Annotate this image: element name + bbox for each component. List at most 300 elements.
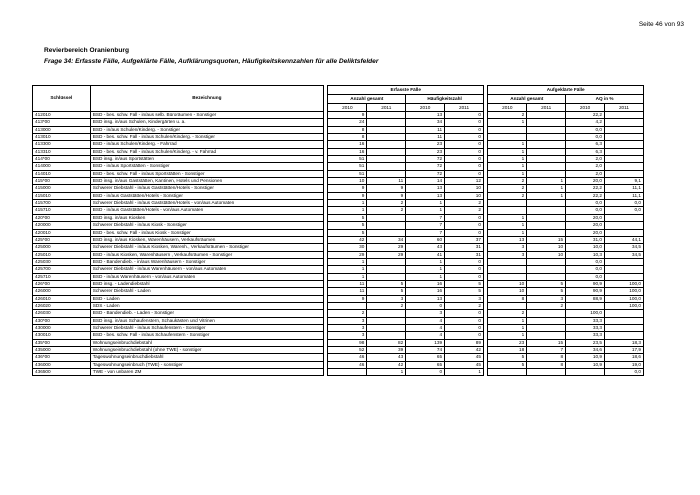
year-header: 2011	[367, 104, 406, 112]
cell-erfasst-2010: 9	[328, 295, 367, 302]
cell-aq-2011: 100,0	[605, 288, 644, 295]
cell-description: BSD insg. in/aus Schulen, Kindergärten u. a.	[90, 119, 323, 126]
cell-key: 425010	[33, 251, 91, 258]
cell-aq-2011	[605, 324, 644, 331]
cell-key: 413310	[33, 148, 91, 155]
cell-hz-2010: 41	[406, 251, 445, 258]
cell-aufgeklaert-2010: 1	[488, 332, 527, 339]
cell-erfasst-2011	[367, 229, 406, 236]
cell-hz-2010: 34	[406, 119, 445, 126]
cell-erfasst-2011	[367, 273, 406, 280]
cell-key: 420*00	[33, 214, 91, 221]
cell-hz-2011: 0	[445, 229, 484, 236]
cell-aq-2011	[605, 266, 644, 273]
cell-aq-2010: 22,2	[566, 192, 605, 199]
cell-description: BSD - in/aus Sportstätten - Sonstiger	[90, 163, 323, 170]
cell-aq-2010: 6,3	[566, 148, 605, 155]
cell-erfasst-2011: 2	[367, 200, 406, 207]
cell-aufgeklaert-2011: 8	[527, 354, 566, 361]
table-row	[33, 332, 644, 339]
cell-aufgeklaert-2011	[527, 163, 566, 170]
cell-erfasst-2010: 30	[328, 244, 367, 251]
cell-erfasst-2010: 24	[328, 119, 367, 126]
cell-hz-2010: 23	[406, 148, 445, 155]
header-haeufigkeit: Häufigkeitszahl	[406, 95, 484, 104]
table-row	[33, 339, 644, 346]
cell-erfasst-2011	[367, 317, 406, 324]
cell-hz-2010: 16	[406, 280, 445, 287]
cell-hz-2010: 3	[406, 310, 445, 317]
cell-aq-2010: 0,0	[566, 134, 605, 141]
page-number: Seite 46 von 93	[638, 21, 684, 28]
cell-erfasst-2010: 5	[328, 214, 367, 221]
cell-hz-2011: 2	[445, 200, 484, 207]
table-row	[33, 126, 644, 133]
cell-aq-2011	[605, 222, 644, 229]
cell-aq-2010: 33,3	[566, 317, 605, 324]
cell-hz-2010: 13	[406, 185, 445, 192]
cell-aufgeklaert-2011: 15	[527, 236, 566, 243]
cell-aufgeklaert-2010	[488, 200, 527, 207]
cell-aufgeklaert-2011	[527, 134, 566, 141]
cell-key: 415*00	[33, 178, 91, 185]
cell-erfasst-2010: 42	[328, 236, 367, 243]
table-row	[33, 207, 644, 214]
cell-erfasst-2010: 3	[328, 317, 367, 324]
cell-erfasst-2011: 29	[367, 251, 406, 258]
cell-erfasst-2010: 11	[328, 288, 367, 295]
cell-aq-2010	[566, 302, 605, 309]
cell-aufgeklaert-2010	[488, 126, 527, 133]
cell-aq-2010: 100,0	[566, 310, 605, 317]
table-body	[33, 112, 644, 376]
cell-erfasst-2011: 29	[367, 244, 406, 251]
cell-hz-2010: 74	[406, 347, 445, 354]
cell-key: 415000	[33, 185, 91, 192]
table-row	[33, 266, 644, 273]
cell-aq-2010: 34,6	[566, 347, 605, 354]
cell-aufgeklaert-2010: 3	[488, 244, 527, 251]
table-row	[33, 170, 644, 177]
cell-description: BSD - Bandendieb. - in/aus Warenhäusern - Sonstiger	[90, 258, 323, 265]
cell-aq-2011	[605, 141, 644, 148]
cell-hz-2010: 1	[406, 258, 445, 265]
cell-description: BSD - in/aus Gaststätten/Hotels - Sonstiger	[90, 192, 323, 199]
cell-hz-2011: 5	[445, 280, 484, 287]
cell-aufgeklaert-2011	[527, 324, 566, 331]
cell-hz-2010: 65	[406, 361, 445, 368]
table-row	[33, 258, 644, 265]
cell-aufgeklaert-2010: 1	[488, 156, 527, 163]
cell-aq-2011	[605, 119, 644, 126]
cell-description: BSD - in/aus Schulen/Kinderg. - Sonstiger	[90, 126, 323, 133]
cell-hz-2011: 0	[445, 148, 484, 155]
cell-aq-2010: 0,0	[566, 126, 605, 133]
cell-key: 413*00	[33, 119, 91, 126]
cell-description: BSD insg. in/aus Schaufenstern, Schaukästen und Vitrinen	[90, 317, 323, 324]
cell-description: BSD - in/aus Schulen/Kinderg. - Fahrrad	[90, 141, 323, 148]
cell-hz-2010: 0	[406, 302, 445, 309]
table-row	[33, 178, 644, 185]
table-row	[33, 134, 644, 141]
cell-aufgeklaert-2010: 10	[488, 280, 527, 287]
cell-erfasst-2010: 46	[328, 361, 367, 368]
cell-aufgeklaert-2010: 1	[488, 229, 527, 236]
cell-aq-2011	[605, 134, 644, 141]
cell-aufgeklaert-2011: 7	[527, 347, 566, 354]
cell-aufgeklaert-2011	[527, 317, 566, 324]
cell-erfasst-2010: 51	[328, 163, 367, 170]
cell-key: 426*00	[33, 280, 91, 287]
cell-description: BSD - in/aus Warenhäusern - von/aus Automaten	[90, 273, 323, 280]
table-row	[33, 112, 644, 119]
cell-erfasst-2010: 5	[328, 222, 367, 229]
cell-aufgeklaert-2010	[488, 369, 527, 376]
cell-aq-2011: 100,0	[605, 280, 644, 287]
cell-erfasst-2010: 16	[328, 141, 367, 148]
cell-aq-2011	[605, 126, 644, 133]
cell-erfasst-2011: 42	[367, 361, 406, 368]
table-row	[33, 214, 644, 221]
cell-hz-2011: 0	[445, 156, 484, 163]
cell-aq-2011	[605, 170, 644, 177]
cell-aufgeklaert-2011: 3	[527, 295, 566, 302]
cell-erfasst-2010: 3	[328, 324, 367, 331]
cell-hz-2011: 2	[445, 207, 484, 214]
cell-key: 415700	[33, 200, 91, 207]
cell-aufgeklaert-2011: 5	[527, 280, 566, 287]
cell-aufgeklaert-2010: 18	[488, 347, 527, 354]
cell-key: 413010	[33, 134, 91, 141]
table-row	[33, 273, 644, 280]
cell-erfasst-2011	[367, 310, 406, 317]
cell-description: Wohnungseinbruchdiebstahl (ohne TWE) - sonstiger	[90, 347, 323, 354]
cell-erfasst-2011	[367, 324, 406, 331]
cell-aq-2010: 0,0	[566, 207, 605, 214]
cell-hz-2011: 5	[445, 288, 484, 295]
cell-aq-2010: 0,0	[566, 273, 605, 280]
table-row	[33, 222, 644, 229]
cell-hz-2010: 23	[406, 141, 445, 148]
cell-hz-2011: 0	[445, 134, 484, 141]
cell-erfasst-2011: 5	[367, 288, 406, 295]
table-row	[33, 280, 644, 287]
cell-key: 425700	[33, 266, 91, 273]
cell-aq-2010: 20,0	[566, 178, 605, 185]
cell-erfasst-2010: 29	[328, 251, 367, 258]
cell-hz-2010: 139	[406, 339, 445, 346]
cell-aufgeklaert-2011	[527, 310, 566, 317]
cell-aq-2010: 88,9	[566, 295, 605, 302]
cell-erfasst-2011	[367, 119, 406, 126]
cell-hz-2010: 43	[406, 244, 445, 251]
cell-aq-2010: 2,0	[566, 163, 605, 170]
statistics-table	[32, 85, 644, 376]
cell-hz-2010: 13	[406, 192, 445, 199]
table-row	[33, 119, 644, 126]
cell-aq-2010: 31,0	[566, 236, 605, 243]
cell-aufgeklaert-2011	[527, 141, 566, 148]
cell-hz-2011: 1	[445, 369, 484, 376]
cell-aq-2010: 22,2	[566, 185, 605, 192]
cell-description: Tageswohnungseinbruchdiebstahl	[90, 354, 323, 361]
cell-erfasst-2010: 9	[328, 192, 367, 199]
cell-description: Schwerer Diebstahl - in/aus Schaufenstern - Sonstiger	[90, 324, 323, 331]
cell-aufgeklaert-2011	[527, 214, 566, 221]
cell-aq-2011	[605, 214, 644, 221]
cell-description: Schwerer Diebstahl - in/aus Gaststätten/Hotels - Sonstiger	[90, 185, 323, 192]
cell-hz-2011: 89	[445, 339, 484, 346]
year-header: 2011	[445, 104, 484, 112]
table-row	[33, 251, 644, 258]
cell-aufgeklaert-2010: 1	[488, 163, 527, 170]
cell-aq-2011	[605, 163, 644, 170]
cell-hz-2011: 0	[445, 163, 484, 170]
cell-aq-2011: 11,1	[605, 185, 644, 192]
cell-erfasst-2011: 1	[367, 369, 406, 376]
cell-hz-2010: 7	[406, 214, 445, 221]
table-row	[33, 200, 644, 207]
cell-key: 430010	[33, 332, 91, 339]
cell-aq-2010: 23,5	[566, 339, 605, 346]
cell-aufgeklaert-2011	[527, 156, 566, 163]
cell-description: BSD - bes. schw. Fall - in/aus Schaufenstern - Sonstiger	[90, 332, 323, 339]
cell-erfasst-2010: 1	[328, 266, 367, 273]
cell-erfasst-2011: 39	[367, 347, 406, 354]
cell-key: 426030	[33, 310, 91, 317]
cell-aq-2010: 33,3	[566, 332, 605, 339]
cell-aufgeklaert-2010: 2	[488, 112, 527, 119]
cell-description: Schwerer Diebstahl - in/aus Kiosk - Sonstiger	[90, 222, 323, 229]
cell-key: 414010	[33, 170, 91, 177]
table-row	[33, 148, 644, 155]
cell-aufgeklaert-2011: 10	[527, 244, 566, 251]
table-row	[33, 369, 644, 376]
cell-aq-2010: 20,0	[566, 229, 605, 236]
cell-aq-2011: 44,1	[605, 236, 644, 243]
cell-key: 436500	[33, 369, 91, 376]
cell-aq-2010: 0,0	[566, 258, 605, 265]
cell-aufgeklaert-2010	[488, 266, 527, 273]
cell-description: BSD - bes. schw. Fall - in/aus selb. Büroräumen - Sonstiger	[90, 112, 323, 119]
cell-hz-2011: 0	[445, 141, 484, 148]
cell-aufgeklaert-2010: 2	[488, 178, 527, 185]
cell-aufgeklaert-2011: 5	[527, 288, 566, 295]
cell-erfasst-2011	[367, 134, 406, 141]
cell-hz-2011: 31	[445, 244, 484, 251]
cell-erfasst-2011	[367, 258, 406, 265]
year-header: 2010	[328, 104, 367, 112]
cell-aq-2010: 0,0	[566, 266, 605, 273]
cell-aufgeklaert-2011: 8	[527, 361, 566, 368]
cell-aq-2010: 10,0	[566, 244, 605, 251]
cell-aufgeklaert-2010: 1	[488, 170, 527, 177]
cell-key: 426020	[33, 302, 91, 309]
cell-erfasst-2011	[367, 170, 406, 177]
cell-aq-2010: 90,9	[566, 280, 605, 287]
cell-hz-2011: 0	[445, 332, 484, 339]
cell-aufgeklaert-2011	[527, 119, 566, 126]
table-row	[33, 236, 644, 243]
cell-aufgeklaert-2011: 15	[527, 339, 566, 346]
cell-aq-2010: 6,3	[566, 141, 605, 148]
header-erfasst: Erfasste Fälle	[328, 86, 484, 95]
cell-erfasst-2010: 46	[328, 354, 367, 361]
cell-aq-2011	[605, 273, 644, 280]
table-row	[33, 354, 644, 361]
year-header: 2010	[488, 104, 527, 112]
cell-aufgeklaert-2011: 1	[527, 185, 566, 192]
cell-aufgeklaert-2010: 8	[488, 295, 527, 302]
cell-hz-2010: 1	[406, 200, 445, 207]
cell-description: Schwerer Diebstahl - in/aus Warenhäusern - von/aus Automaten	[90, 266, 323, 273]
cell-aufgeklaert-2011	[527, 207, 566, 214]
cell-aufgeklaert-2010	[488, 302, 527, 309]
cell-aq-2011	[605, 156, 644, 163]
cell-hz-2010: 11	[406, 126, 445, 133]
cell-aq-2010: 33,3	[566, 324, 605, 331]
cell-key: 412010	[33, 112, 91, 119]
cell-aq-2011: 0,0	[605, 200, 644, 207]
cell-hz-2010: 14	[406, 178, 445, 185]
cell-description: BSD - in/aus Gaststätten/Hotels - von/aus Automaten	[90, 207, 323, 214]
cell-erfasst-2010: 51	[328, 170, 367, 177]
cell-erfasst-2010: 2	[328, 310, 367, 317]
cell-key: 435000	[33, 347, 91, 354]
cell-erfasst-2011	[367, 141, 406, 148]
header-key: Schlüssel	[33, 86, 91, 112]
cell-aufgeklaert-2011	[527, 266, 566, 273]
cell-erfasst-2010: 1	[328, 273, 367, 280]
cell-aq-2010: 22,2	[566, 112, 605, 119]
cell-key: 414000	[33, 163, 91, 170]
cell-aufgeklaert-2010: 10	[488, 288, 527, 295]
cell-aq-2011	[605, 258, 644, 265]
header-aufgeklaert: Aufgeklärte Fälle	[488, 86, 644, 95]
cell-erfasst-2010: 16	[328, 148, 367, 155]
cell-key: 426010	[33, 295, 91, 302]
cell-aufgeklaert-2011	[527, 229, 566, 236]
cell-aufgeklaert-2010	[488, 258, 527, 265]
cell-erfasst-2010: 52	[328, 347, 367, 354]
cell-description: Wohnungseinbruchdiebstahl	[90, 339, 323, 346]
cell-aq-2010: 10,9	[566, 361, 605, 368]
cell-key: 425710	[33, 273, 91, 280]
cell-erfasst-2010: 9	[328, 112, 367, 119]
cell-erfasst-2010: 3	[328, 332, 367, 339]
cell-aufgeklaert-2010: 3	[488, 251, 527, 258]
cell-erfasst-2011	[367, 332, 406, 339]
cell-description: BSD - bes. schw. Fall - in/aus Kiosk - Sonstiger	[90, 229, 323, 236]
cell-hz-2011: 37	[445, 236, 484, 243]
cell-hz-2010: 65	[406, 354, 445, 361]
cell-description: BSD insg. in/aus Kiosken, Warenhäusern, Verkaufsräumen	[90, 236, 323, 243]
cell-aq-2010: 90,9	[566, 288, 605, 295]
cell-hz-2011: 0	[445, 126, 484, 133]
cell-aufgeklaert-2010: 5	[488, 361, 527, 368]
cell-aufgeklaert-2010: 2	[488, 192, 527, 199]
cell-hz-2010: 13	[406, 295, 445, 302]
cell-erfasst-2011: 9	[367, 192, 406, 199]
cell-aufgeklaert-2010	[488, 273, 527, 280]
header-anzahl-gesamt-2: Anzahl gesamt	[488, 95, 566, 104]
cell-hz-2010: 4	[406, 317, 445, 324]
table-row	[33, 163, 644, 170]
cell-key: 415710	[33, 207, 91, 214]
cell-key: 415010	[33, 192, 91, 199]
cell-aq-2010: 20,0	[566, 214, 605, 221]
cell-description: BSD insg. in/aus Gaststätten, Kantinen, Hotels und Pensionen	[90, 178, 323, 185]
cell-erfasst-2011: 5	[367, 280, 406, 287]
cell-hz-2011: 0	[445, 273, 484, 280]
cell-description: BSD - bes. schw. Fall - in/aus Schulen/Kinderg. - v. Fahrrad	[90, 148, 323, 155]
cell-description: BSD - Bandendieb. - Laden - Sonstiger	[90, 310, 323, 317]
cell-aufgeklaert-2010: 1	[488, 214, 527, 221]
cell-hz-2010: 72	[406, 156, 445, 163]
cell-hz-2011: 0	[445, 258, 484, 265]
cell-key: 413000	[33, 126, 91, 133]
cell-aq-2011	[605, 148, 644, 155]
cell-aufgeklaert-2011: 2	[527, 302, 566, 309]
cell-erfasst-2010: 98	[328, 339, 367, 346]
table-row	[33, 229, 644, 236]
cell-key: 436000	[33, 361, 91, 368]
cell-aufgeklaert-2010: 1	[488, 141, 527, 148]
header-description: Bezeichnung	[90, 86, 323, 112]
cell-aufgeklaert-2010: 13	[488, 236, 527, 243]
cell-description: TWE - von unbaren ZM	[90, 369, 323, 376]
cell-erfasst-2010: 10	[328, 178, 367, 185]
cell-erfasst-2011	[367, 222, 406, 229]
cell-hz-2010: 0	[406, 369, 445, 376]
cell-hz-2010: 13	[406, 112, 445, 119]
cell-hz-2010: 1	[406, 207, 445, 214]
cell-aq-2011: 100,0	[605, 295, 644, 302]
cell-aufgeklaert-2011: 10	[527, 251, 566, 258]
cell-erfasst-2010: 5	[328, 229, 367, 236]
cell-hz-2011: 12	[445, 178, 484, 185]
cell-erfasst-2010: 9	[328, 185, 367, 192]
cell-erfasst-2011	[367, 112, 406, 119]
cell-aufgeklaert-2011	[527, 222, 566, 229]
cell-aufgeklaert-2011	[527, 170, 566, 177]
cell-aq-2011: 19,0	[605, 361, 644, 368]
cell-erfasst-2011: 9	[367, 185, 406, 192]
cell-aq-2011: 0,0	[605, 369, 644, 376]
cell-description: BSD insg. in/aus Sportstätten	[90, 156, 323, 163]
cell-hz-2011: 45	[445, 354, 484, 361]
cell-key: 426000	[33, 288, 91, 295]
cell-aq-2010: 0,0	[566, 200, 605, 207]
table-row	[33, 156, 644, 163]
cell-aq-2011	[605, 112, 644, 119]
cell-key: 430000	[33, 324, 91, 331]
cell-hz-2011: 42	[445, 347, 484, 354]
cell-hz-2010: 72	[406, 163, 445, 170]
cell-erfasst-2011: 82	[367, 339, 406, 346]
cell-description: BSD insg. - Ladendiebstahl	[90, 280, 323, 287]
table-row	[33, 347, 644, 354]
cell-key: 420010	[33, 229, 91, 236]
cell-description: SDS - Laden	[90, 302, 323, 309]
page-subtitle: Frage 34: Erfasste Fälle, Aufgeklärte Fälle, Aufklärungsquoten, Häufigkeitskennzahlen für alle Deliktsfelder	[44, 58, 379, 65]
cell-aufgeklaert-2010: 1	[488, 324, 527, 331]
cell-aq-2011: 18,6	[605, 354, 644, 361]
cell-key: 414*00	[33, 156, 91, 163]
cell-erfasst-2011	[367, 156, 406, 163]
cell-aufgeklaert-2011	[527, 200, 566, 207]
cell-erfasst-2011: 2	[367, 207, 406, 214]
